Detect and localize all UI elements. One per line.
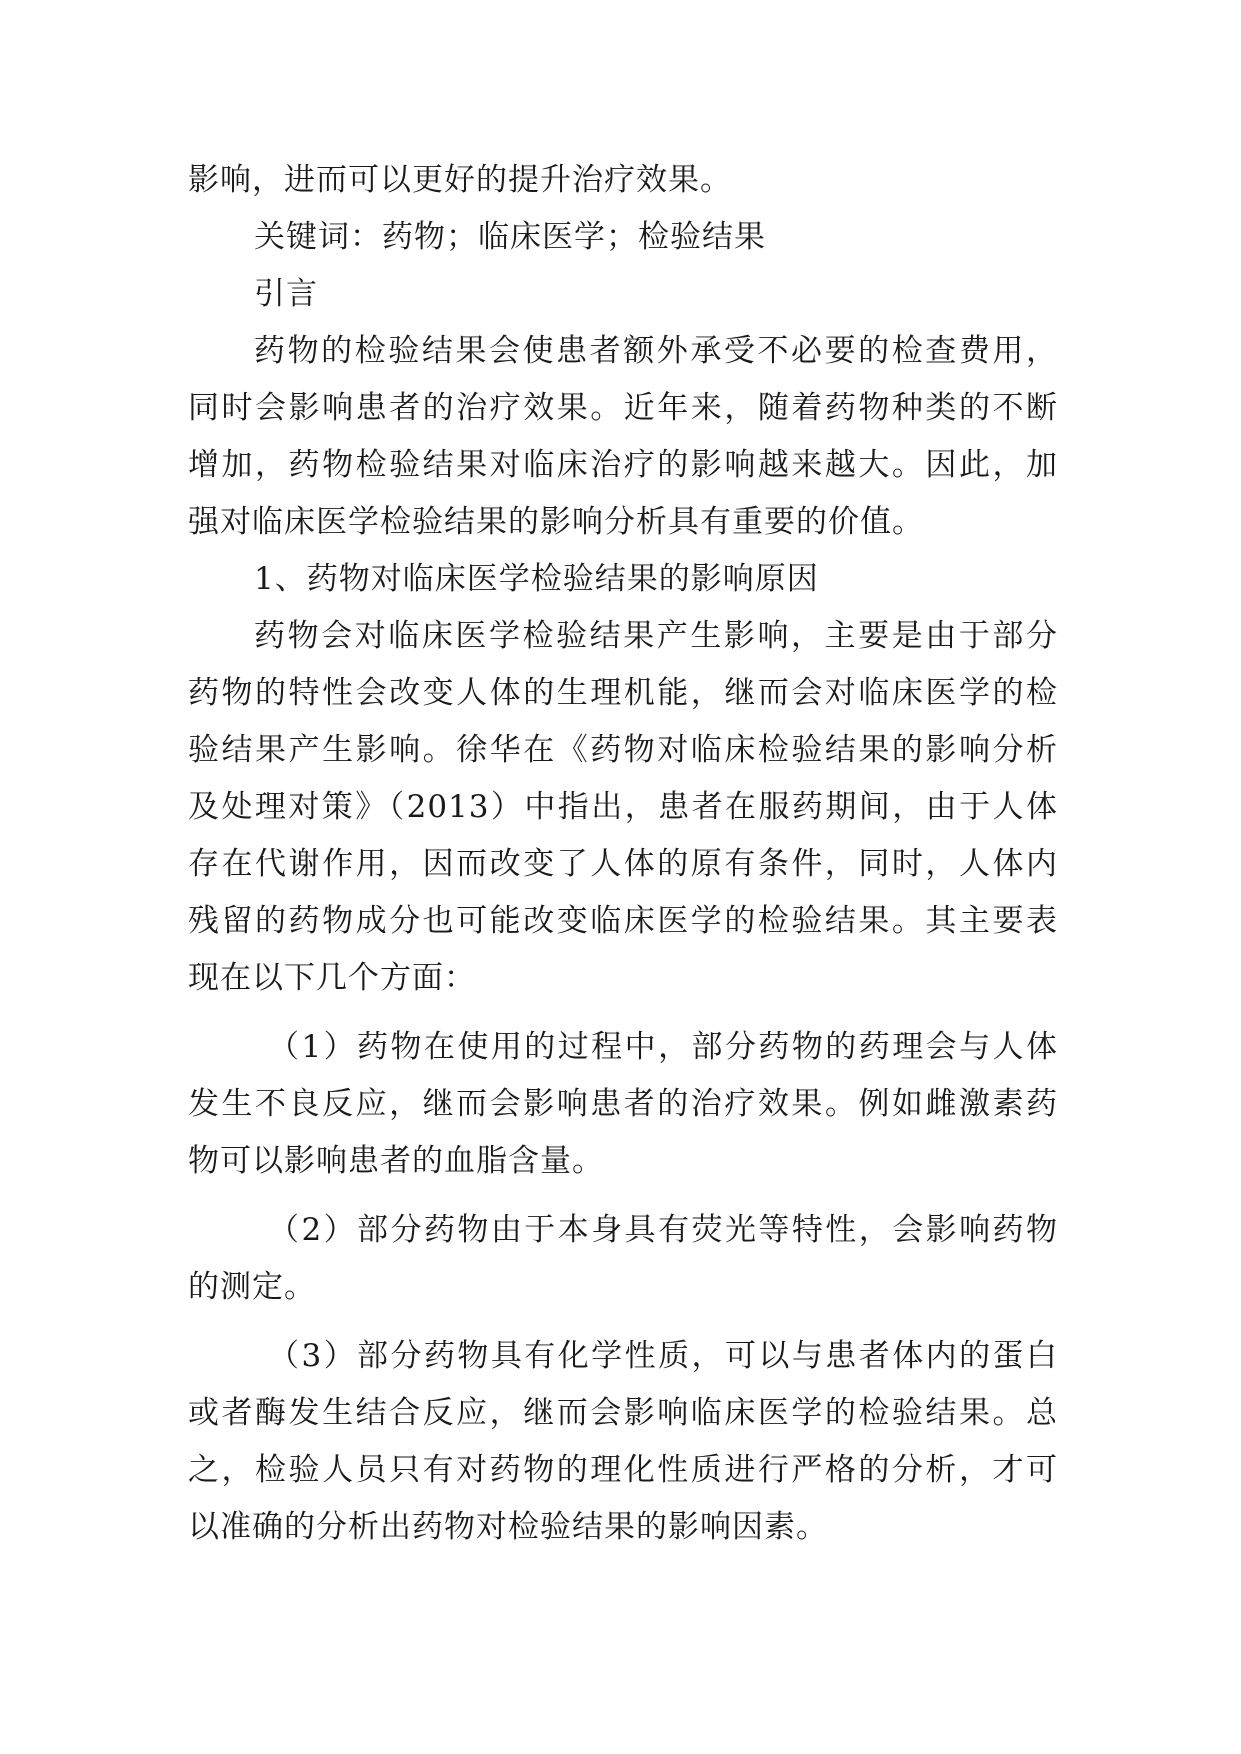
list-item-3-line: 或者酶发生结合反应，继而会影响临床医学的检验结果。总 (188, 1395, 1058, 1431)
paragraph-line: 及处理对策》（2013）中指出，患者在服药期间，由于人体 (188, 789, 1058, 825)
list-item-1-line: 发生不良反应，继而会影响患者的治疗效果。例如雌激素药 (188, 1086, 1058, 1122)
list-item-3-line: 以准确的分析出药物对检验结果的影响因素。 (188, 1509, 828, 1545)
paragraph-line: 残留的药物成分也可能改变临床医学的检验结果。其主要表 (188, 903, 1058, 939)
paragraph-line: 影响，进而可以更好的提升治疗效果。 (188, 162, 732, 198)
paragraph-line: 存在代谢作用，因而改变了人体的原有条件，同时，人体内 (188, 846, 1058, 882)
paragraph-line: 现在以下几个方面： (188, 960, 476, 996)
paragraph-line: 同时会影响患者的治疗效果。近年来，随着药物种类的不断 (188, 390, 1058, 426)
paragraph-line: 验结果产生影响。徐华在《药物对临床检验结果的影响分析 (188, 732, 1058, 768)
list-item-2-line: 的测定。 (188, 1269, 316, 1305)
section-heading-introduction: 引言 (254, 276, 318, 312)
list-item-2-line: （2）部分药物由于本身具有荧光等特性，会影响药物 (268, 1212, 1058, 1248)
paragraph-line: 药物会对临床医学检验结果产生影响，主要是由于部分 (254, 618, 1058, 654)
keywords-line: 关键词：药物；临床医学；检验结果 (254, 219, 766, 255)
list-item-1-line: 物可以影响患者的血脂含量。 (188, 1143, 604, 1179)
paragraph-line: 强对临床医学检验结果的影响分析具有重要的价值。 (188, 504, 924, 540)
paragraph-line: 药物的检验结果会使患者额外承受不必要的检查费用， (254, 333, 1058, 369)
section-heading-1: 1、药物对临床医学检验结果的影响原因 (254, 561, 819, 597)
paragraph-line: 药物的特性会改变人体的生理机能，继而会对临床医学的检 (188, 675, 1058, 711)
document-body (188, 152, 1058, 1556)
list-item-3-line: （3）部分药物具有化学性质，可以与患者体内的蛋白 (268, 1338, 1058, 1374)
list-item-3-line: 之，检验人员只有对药物的理化性质进行严格的分析，才可 (188, 1452, 1058, 1488)
list-item-1-line: （1）药物在使用的过程中，部分药物的药理会与人体 (268, 1029, 1058, 1065)
paragraph-line: 增加，药物检验结果对临床治疗的影响越来越大。因此，加 (188, 447, 1058, 483)
